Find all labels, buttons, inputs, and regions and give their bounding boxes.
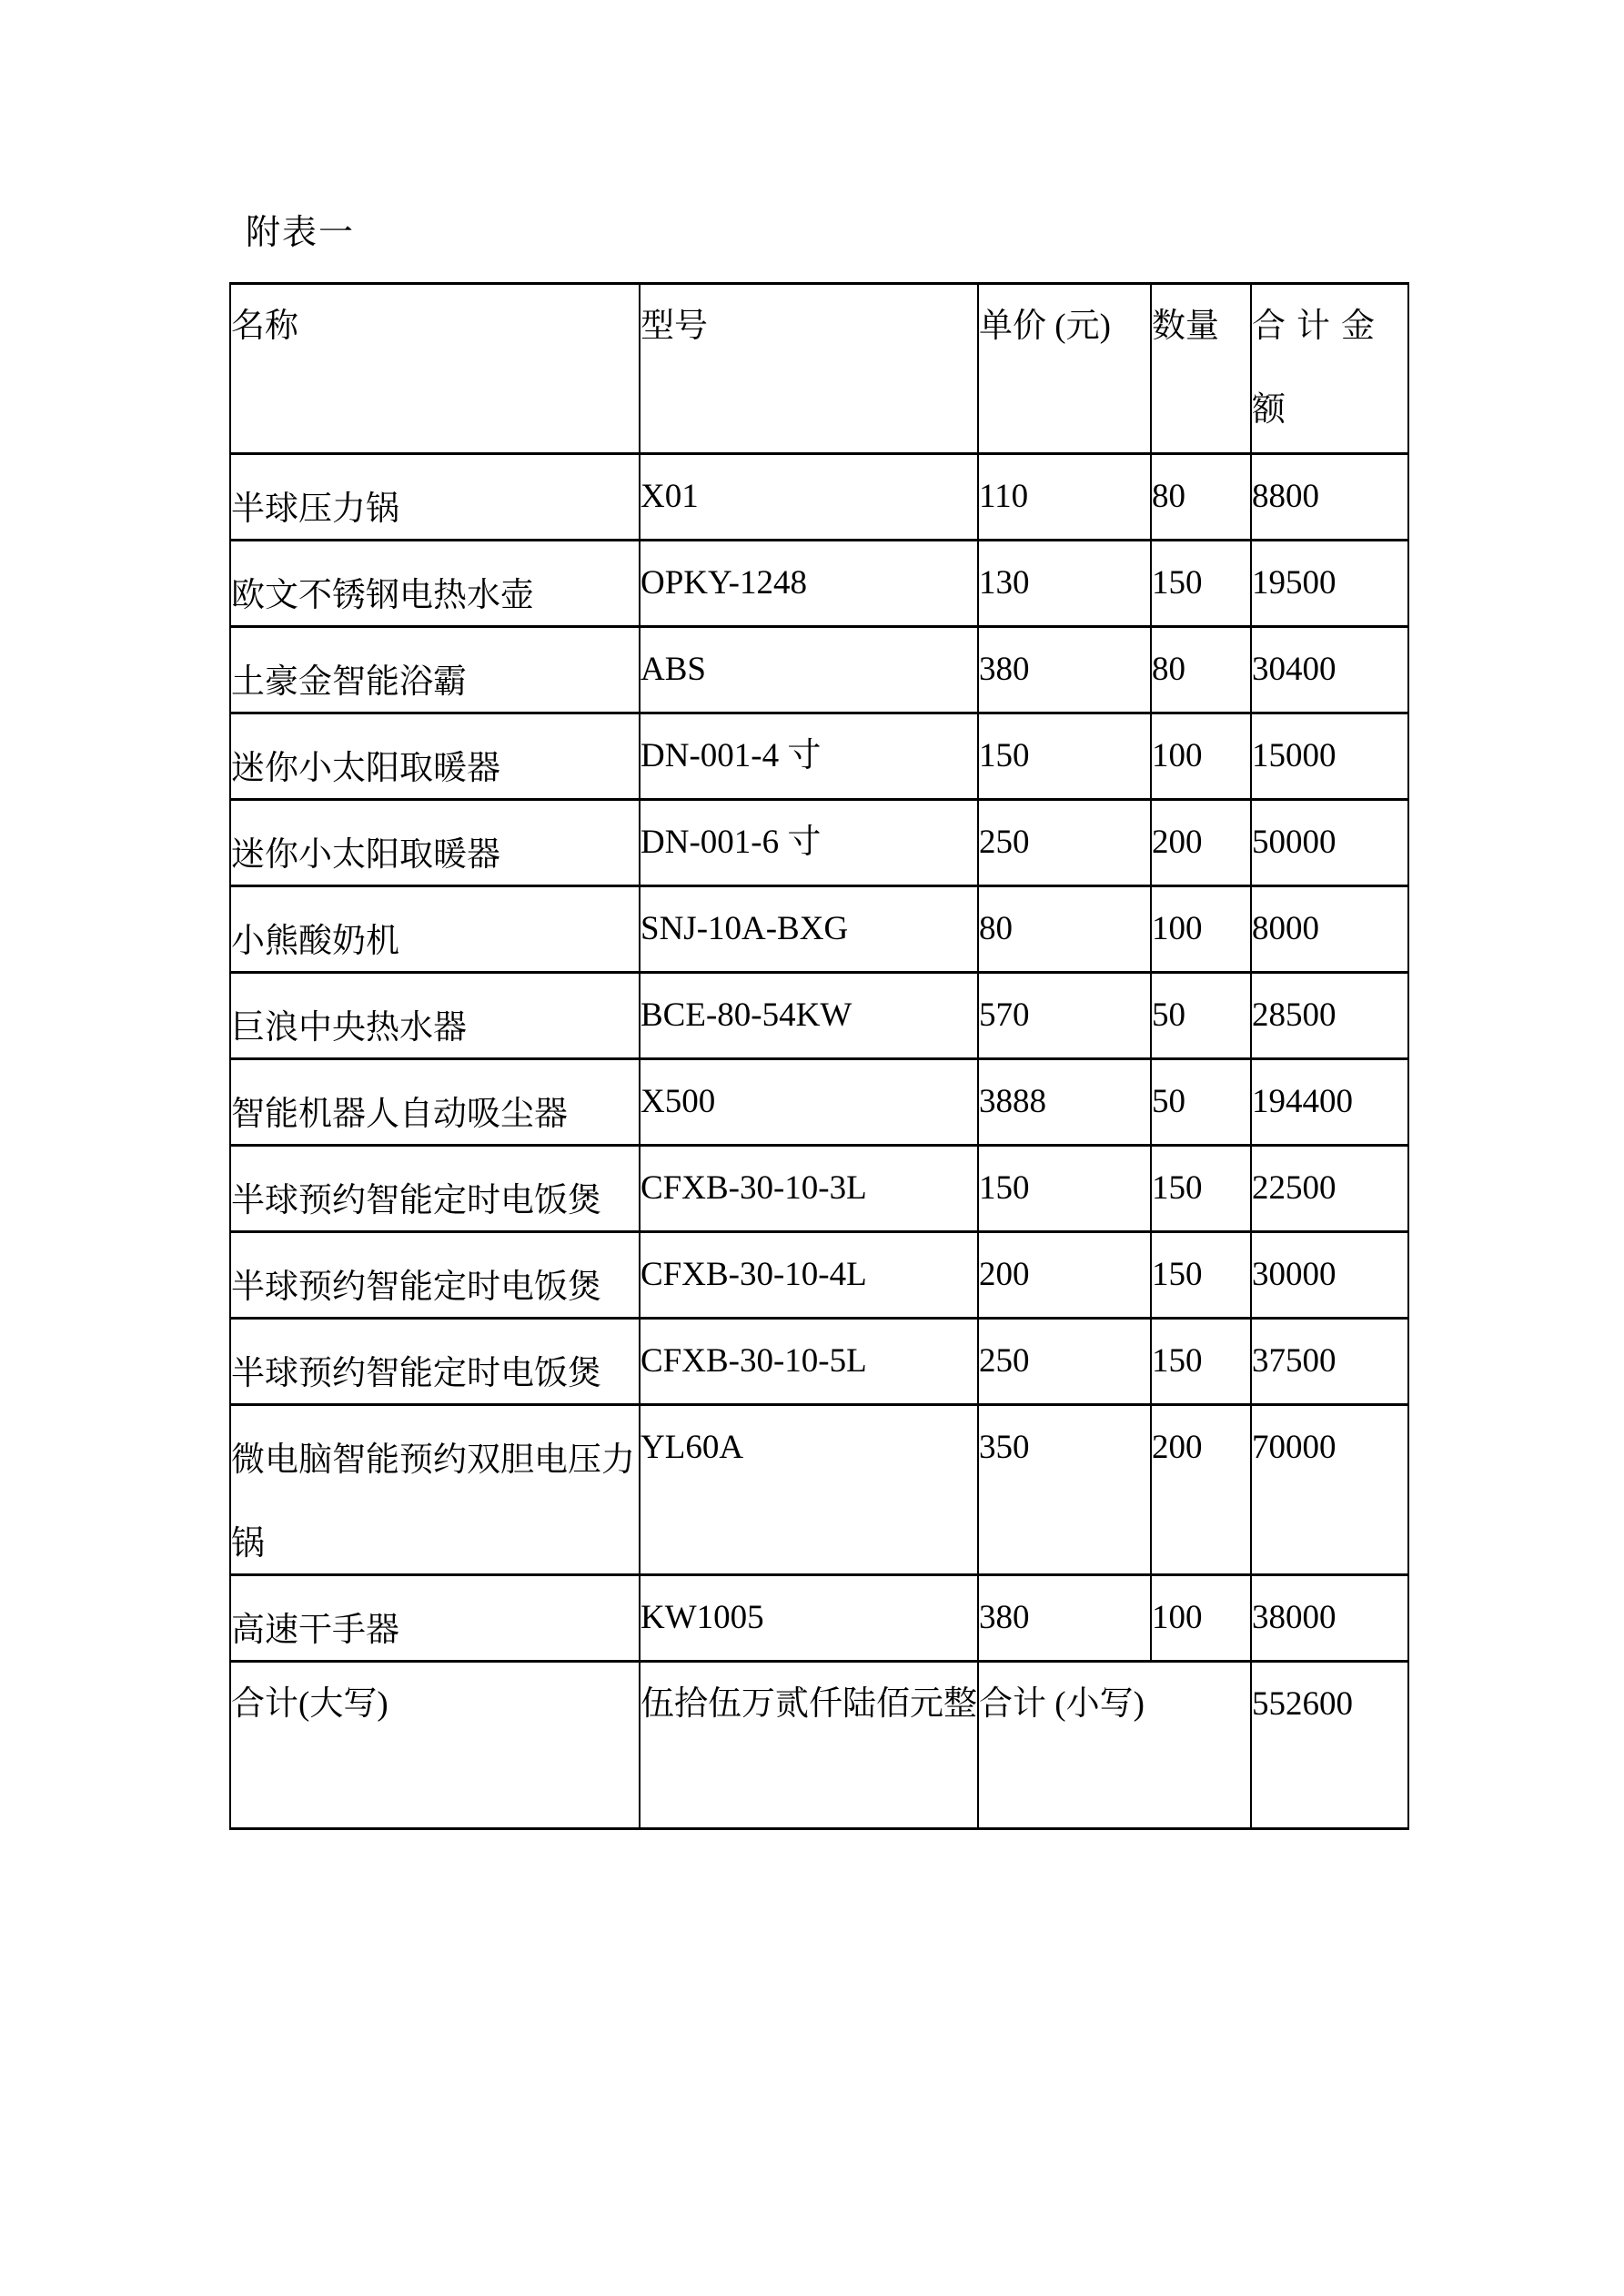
- cell-price: 250: [978, 800, 1151, 886]
- table-row: [230, 1059, 1408, 1146]
- table-row: [230, 454, 1408, 541]
- header-total: 合计金额: [1251, 284, 1408, 454]
- table-row: [230, 713, 1408, 800]
- table-row: [230, 1575, 1408, 1662]
- cell-qty: 150: [1151, 1319, 1251, 1405]
- cell-qty: 50: [1151, 1059, 1251, 1146]
- cell-model: DN-001-6 寸: [640, 800, 978, 886]
- cell-price: 380: [978, 1575, 1151, 1662]
- cell-qty: 100: [1151, 886, 1251, 973]
- cell-model: YL60A: [640, 1405, 978, 1575]
- cell-model: DN-001-4 寸: [640, 713, 978, 800]
- cell-name: [230, 1232, 640, 1319]
- cell-name: [230, 713, 640, 800]
- table-row: [230, 973, 1408, 1059]
- cell-name-text: 智能机器人自动吸尘器: [231, 1096, 568, 1133]
- cell-model: OPKY-1248: [640, 541, 978, 627]
- cell-total: 194400: [1251, 1059, 1408, 1146]
- cell-price: 3888: [978, 1059, 1151, 1146]
- cell-name-text: 半球压力锅: [231, 491, 399, 528]
- summary-label-words: 合计(大写): [230, 1662, 640, 1829]
- cell-qty: 80: [1151, 454, 1251, 541]
- cell-model: X500: [640, 1059, 978, 1146]
- cell-qty: 150: [1151, 1232, 1251, 1319]
- cell-model: CFXB-30-10-4L: [640, 1232, 978, 1319]
- summary-label-figures: 合计 (小写): [978, 1662, 1251, 1829]
- cell-name: [230, 627, 640, 713]
- cell-price: 130: [978, 541, 1151, 627]
- cell-qty: 100: [1151, 713, 1251, 800]
- cell-name: [230, 454, 640, 541]
- cell-name-text: 半球预约智能定时电饭煲: [231, 1182, 601, 1219]
- cell-model: X01: [640, 454, 978, 541]
- cell-name-text: 半球预约智能定时电饭煲: [231, 1355, 601, 1392]
- cell-total: 30400: [1251, 627, 1408, 713]
- cell-name: [230, 541, 640, 627]
- cell-name: [230, 886, 640, 973]
- cell-model: ABS: [640, 627, 978, 713]
- cell-price: 150: [978, 713, 1151, 800]
- cell-name: [230, 1319, 640, 1405]
- cell-price: 380: [978, 627, 1151, 713]
- summary-total: 552600: [1251, 1662, 1408, 1829]
- cell-name-text: 巨浪中央热水器: [231, 1009, 467, 1047]
- cell-qty: 80: [1151, 627, 1251, 713]
- header-name: 名称: [230, 284, 640, 454]
- cell-price: 350: [978, 1405, 1151, 1575]
- cell-name: [230, 1405, 640, 1575]
- cell-qty: 100: [1151, 1575, 1251, 1662]
- table-header-row: [230, 284, 1408, 454]
- cell-qty: 150: [1151, 541, 1251, 627]
- cell-name: [230, 1575, 640, 1662]
- table-row: [230, 800, 1408, 886]
- cell-total: 8800: [1251, 454, 1408, 541]
- cell-total: 8000: [1251, 886, 1408, 973]
- cell-total: 70000: [1251, 1405, 1408, 1575]
- cell-total: 15000: [1251, 713, 1408, 800]
- cell-total: 19500: [1251, 541, 1408, 627]
- summary-amount-words: 伍拾伍万贰仟陆佰元整: [640, 1662, 978, 1829]
- cell-model: SNJ-10A-BXG: [640, 886, 978, 973]
- table-row: [230, 1319, 1408, 1405]
- cell-name: [230, 973, 640, 1059]
- cell-name-text: 半球预约智能定时电饭煲: [231, 1269, 601, 1306]
- cell-price: 150: [978, 1146, 1151, 1232]
- cell-name-text: 迷你小太阳取暖器: [231, 836, 500, 874]
- page-title: 附表一: [246, 214, 356, 252]
- cell-name: [230, 800, 640, 886]
- table-row: [230, 886, 1408, 973]
- cell-qty: 50: [1151, 973, 1251, 1059]
- cell-total: 50000: [1251, 800, 1408, 886]
- cell-total: 37500: [1251, 1319, 1408, 1405]
- cell-price: 200: [978, 1232, 1151, 1319]
- cell-qty: 200: [1151, 800, 1251, 886]
- cell-model: BCE-80-54KW: [640, 973, 978, 1059]
- cell-name-text: 小熊酸奶机: [231, 923, 399, 960]
- cell-total: 38000: [1251, 1575, 1408, 1662]
- cell-qty: 150: [1151, 1146, 1251, 1232]
- cell-total: 22500: [1251, 1146, 1408, 1232]
- cell-name: [230, 1146, 640, 1232]
- table-row: [230, 1146, 1408, 1232]
- cell-price: 570: [978, 973, 1151, 1059]
- header-price: 单价 (元): [978, 284, 1151, 454]
- cell-name: [230, 1059, 640, 1146]
- cell-name-text: 迷你小太阳取暖器: [231, 750, 500, 787]
- table-row: [230, 541, 1408, 627]
- table-row: [230, 627, 1408, 713]
- cell-name-text: 欧文不锈钢电热水壶: [231, 577, 534, 614]
- summary-row: [230, 1662, 1408, 1829]
- cell-price: 250: [978, 1319, 1151, 1405]
- cell-price: 80: [978, 886, 1151, 973]
- cell-price: 110: [978, 454, 1151, 541]
- cell-name-text: 高速干手器: [231, 1612, 399, 1649]
- cell-total: 30000: [1251, 1232, 1408, 1319]
- cell-model: KW1005: [640, 1575, 978, 1662]
- header-model: 型号: [640, 284, 978, 454]
- cell-model: CFXB-30-10-5L: [640, 1319, 978, 1405]
- price-table: [229, 282, 1409, 1830]
- table-row: [230, 1232, 1408, 1319]
- cell-name-text: 土豪金智能浴霸: [231, 663, 467, 701]
- cell-model: CFXB-30-10-3L: [640, 1146, 978, 1232]
- table-row: [230, 1405, 1408, 1575]
- header-qty: 数量: [1151, 284, 1251, 454]
- cell-total: 28500: [1251, 973, 1408, 1059]
- cell-qty: 200: [1151, 1405, 1251, 1575]
- cell-name-text: 微电脑智能预约双胆电压力锅: [231, 1441, 635, 1563]
